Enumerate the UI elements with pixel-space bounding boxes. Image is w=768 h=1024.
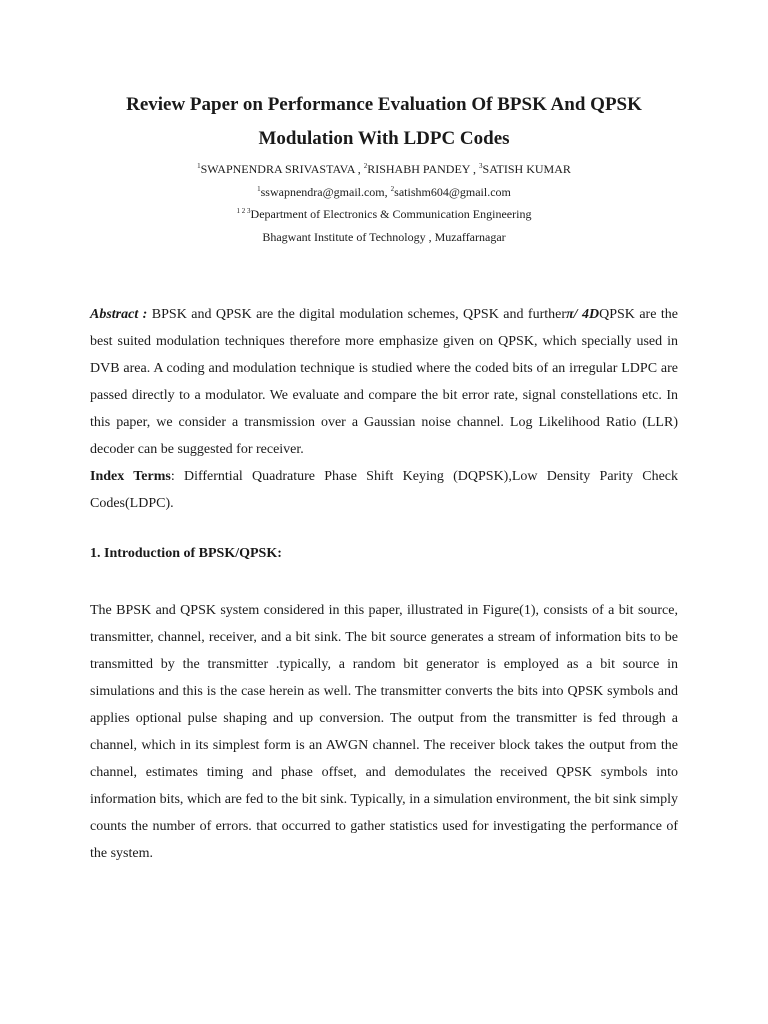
title-line-1: Review Paper on Performance Evaluation Of BPSK And QPSK xyxy=(126,94,642,115)
author-emails xyxy=(40,185,728,200)
affiliation-department xyxy=(40,207,728,222)
affiliation-numbers: 1 2 3 xyxy=(236,207,251,215)
author-1-affil-number: 1 xyxy=(197,162,201,170)
abstract-paragraph xyxy=(90,301,678,463)
title-line-2: Modulation With LDPC Codes xyxy=(258,128,510,149)
author-2-affil-number: 2 xyxy=(363,162,368,170)
author-3-name: SATISH KUMAR xyxy=(482,162,571,176)
author-3-affil-number: 3 xyxy=(479,162,483,170)
email-1-number: 1 xyxy=(257,185,261,193)
email-2: satishm604@gmail.com xyxy=(394,185,511,199)
email-2-number: 2 xyxy=(390,185,395,193)
index-terms-text: : Differntial Quadrature Phase Shift Keying (DQPSK),Low Density Parity Check Codes(LDPC). xyxy=(90,469,679,511)
index-terms-label: Index Terms xyxy=(90,469,171,484)
paper-title xyxy=(60,88,708,156)
abstract-text-a: BPSK and QPSK are the digital modulation schemes, QPSK and further xyxy=(147,307,567,322)
department-name: Department of Electronics & Communication Engineering xyxy=(250,207,532,221)
abstract-label: Abstract : xyxy=(90,307,148,322)
email-1: sswapnendra@gmail.com, xyxy=(260,185,391,199)
author-list xyxy=(40,162,728,177)
abstract-text-b: QPSK are the best suited modulation techniques therefore more emphasize given on QPSK, which specially used in DVB area. A coding and modulation technique is studied where the coded bits of an irregular LDPC are passed directly to a modulator. We evaluate and compare the bit error rate, signal constellations etc. In this paper, we consider a transmission over a Gaussian noise channel. Log Likelihood Ratio (LLR) decoder can be suggested for receiver. xyxy=(90,307,678,457)
index-terms-paragraph xyxy=(90,463,678,517)
author-2-name: RISHABH PANDEY , xyxy=(367,162,480,176)
author-1-name: SWAPNENDRA SRIVASTAVA , xyxy=(200,162,364,176)
section-1-heading: 1. Introduction of BPSK/QPSK: xyxy=(90,546,282,561)
abstract-math-pi-over-4d: π/ 4D xyxy=(566,307,600,322)
section-1-paragraph: The BPSK and QPSK system considered in this paper, illustrated in Figure(1), consists of a bit source, transmitter, channel, receiver, and a bit sink. The bit source generates a stream of information bits to be transmitted by the transmitter .typically, a random bit generator is employed as a bit source in simulations and this is the case herein as well. The transmitter converts the bits into QPSK symbols and applies optional pulse shaping and up conversion. The output from the transmitter is fed through a channel, which in its simplest form is an AWGN channel. The receiver block takes the output from the channel, estimates timing and phase offset, and demodulates the received QPSK symbols into information bits, which are fed to the bit sink. Typically, in a simulation environment, the bit sink simply counts the number of errors. that occurred to gather statistics used for investigating the performance of the system. xyxy=(90,603,678,861)
affiliation-institute: Bhagwant Institute of Technology , Muzaffarnagar xyxy=(262,230,506,244)
